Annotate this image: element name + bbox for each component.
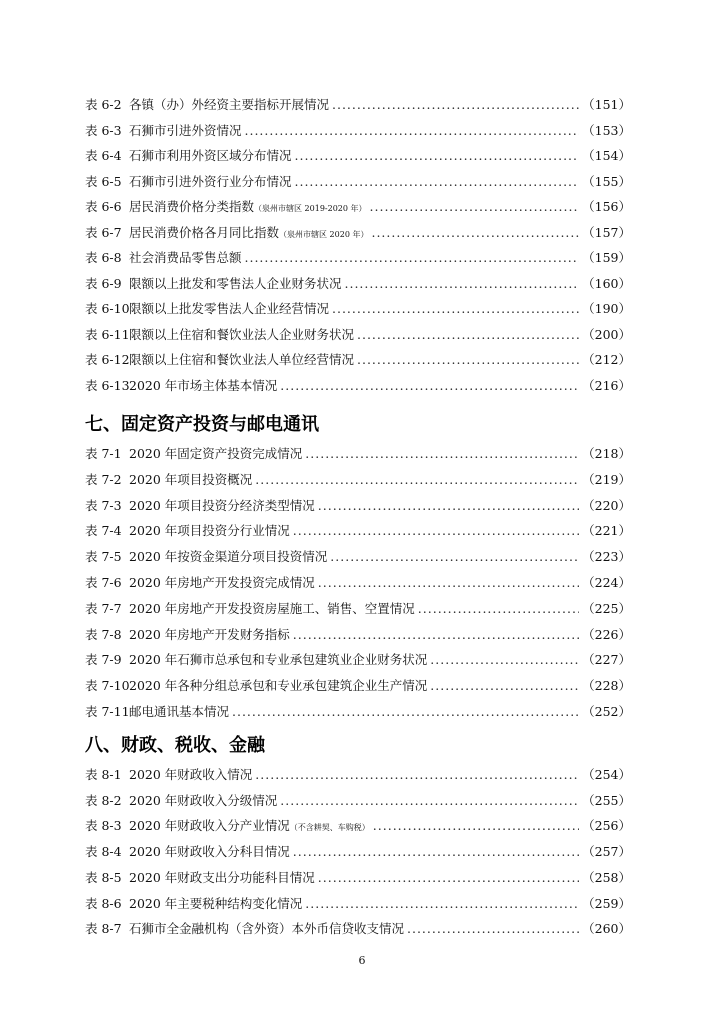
table-title: 2020 年财政收入情况	[129, 767, 253, 782]
table-title: 2020 年房地产开发财务指标	[129, 626, 290, 642]
toc-entry[interactable]	[85, 248, 631, 268]
table-code: 表 7-4	[85, 523, 122, 539]
toc-entry[interactable]	[85, 894, 631, 914]
table-title: 2020 年按资金渠道分项目投资情况	[129, 549, 328, 565]
toc-entry[interactable]	[85, 599, 631, 619]
table-code: 表 6-13	[85, 377, 130, 393]
toc-entry[interactable]	[85, 444, 631, 464]
table-code: 表 7-2	[85, 471, 122, 487]
table-code: 表 6-5	[85, 173, 122, 189]
page-ref: （259）	[582, 895, 631, 911]
table-code: 表 7-10	[85, 678, 130, 694]
page-ref: （156）	[582, 199, 631, 214]
dot-leader	[318, 870, 579, 885]
table-title: 2020 年财政收入分产业情况	[129, 818, 290, 834]
table-code: 表 6-11	[85, 326, 130, 342]
table-note: （泉州市辖区 2020 年）	[279, 229, 369, 239]
page-ref: （157）	[582, 224, 631, 240]
section-heading: 八、财政、税收、金融	[85, 735, 265, 756]
page-ref: （151）	[582, 97, 631, 112]
table-title: 2020 年项目投资分行业情况	[129, 523, 290, 539]
table-code: 表 8-6	[85, 895, 122, 911]
dot-leader	[305, 446, 579, 461]
table-code: 表 6-6	[85, 199, 122, 214]
toc-entry[interactable]	[85, 496, 631, 516]
toc-entry[interactable]	[85, 274, 631, 294]
table-title: 石狮市利用外资区域分布情况	[129, 148, 292, 163]
page-ref: （226）	[582, 626, 631, 642]
dot-leader	[345, 276, 580, 291]
table-title: 2020 年房地产开发投资完成情况	[129, 575, 315, 590]
toc-entry[interactable]	[85, 521, 631, 541]
dot-leader	[430, 678, 579, 693]
table-code: 表 8-2	[85, 792, 122, 808]
table-title: 石狮市全金融机构（含外资）本外币信贷收支情况	[129, 921, 405, 937]
dot-leader	[295, 148, 580, 163]
table-code: 表 6-12	[85, 352, 130, 367]
toc-entry[interactable]	[85, 791, 631, 811]
toc-entry[interactable]	[85, 470, 631, 490]
table-title: 2020 年石狮市总承包和专业承包建筑业企业财务状况	[129, 652, 428, 668]
table-code: 表 7-1	[85, 446, 122, 461]
dot-leader	[371, 225, 579, 240]
page-ref: （224）	[582, 575, 631, 590]
toc-entry[interactable]	[85, 299, 631, 319]
dot-leader	[373, 818, 579, 833]
dot-leader	[332, 97, 579, 112]
table-code: 表 8-4	[85, 844, 122, 860]
page-ref: （219）	[582, 471, 631, 487]
dot-leader	[295, 174, 580, 189]
page-ref: （256）	[582, 818, 631, 834]
table-code: 表 6-2	[85, 97, 122, 112]
table-title: 2020 年项目投资概况	[129, 471, 253, 487]
toc-entry[interactable]	[85, 350, 631, 370]
dot-leader	[293, 523, 579, 538]
table-title: 2020 年市场主体基本情况	[129, 377, 278, 393]
table-code: 表 6-8	[85, 250, 122, 265]
toc-entry[interactable]	[85, 172, 631, 192]
table-code: 表 7-8	[85, 626, 122, 642]
table-title: 居民消费价格各月同比指数	[129, 224, 280, 240]
dot-leader	[430, 652, 579, 667]
page-ref: （225）	[582, 600, 631, 616]
table-title: 2020 年主要税种结构变化情况	[129, 895, 303, 911]
table-code: 表 7-7	[85, 600, 122, 616]
dot-leader	[293, 844, 579, 859]
toc-entry[interactable]	[85, 625, 631, 645]
section-heading: 七、固定资产投资与邮电通讯	[85, 414, 319, 435]
page-ref: （258）	[582, 869, 631, 885]
toc-entry[interactable]	[85, 376, 631, 396]
dot-leader	[418, 601, 579, 616]
dot-leader	[245, 250, 580, 265]
toc-entry[interactable]	[85, 197, 631, 217]
table-code: 表 8-3	[85, 818, 122, 834]
table-title: 邮电通讯基本情况	[129, 704, 230, 719]
page-ref: （200）	[582, 326, 631, 342]
page-ref: （160）	[582, 275, 631, 291]
dot-leader	[280, 378, 579, 393]
toc-entry[interactable]	[85, 765, 631, 785]
toc-entry[interactable]	[85, 676, 631, 696]
toc-entry[interactable]	[85, 95, 631, 115]
toc-entry[interactable]	[85, 146, 631, 166]
page-ref: （218）	[582, 446, 631, 461]
table-title: 2020 年项目投资分经济类型情况	[129, 497, 315, 513]
dot-leader	[255, 767, 579, 782]
table-code: 表 7-9	[85, 652, 122, 668]
dot-leader	[318, 575, 579, 590]
page-ref: （212）	[582, 352, 631, 367]
dot-leader	[232, 704, 579, 719]
table-title: 2020 年各种分组总承包和专业承包建筑企业生产情况	[129, 678, 428, 694]
page-ref: （159）	[582, 250, 631, 265]
dot-leader	[255, 472, 579, 487]
table-title: 限额以上批发和零售法人企业财务状况	[129, 275, 342, 291]
table-title: 社会消费品零售总额	[129, 250, 242, 265]
dot-leader	[407, 921, 579, 936]
table-title: 2020 年房地产开发投资房屋施工、销售、空置情况	[129, 600, 415, 616]
dot-leader	[245, 123, 580, 138]
table-title: 2020 年财政收入分科目情况	[129, 844, 290, 860]
dot-leader	[330, 549, 579, 564]
dot-leader	[357, 352, 579, 367]
page-ref: （221）	[582, 523, 631, 539]
table-code: 表 7-3	[85, 497, 122, 513]
dot-leader	[332, 301, 579, 316]
table-title: 2020 年财政收入分级情况	[129, 792, 278, 808]
toc-entry[interactable]	[85, 650, 631, 670]
page-ref: （252）	[582, 704, 631, 719]
table-code: 表 7-6	[85, 575, 122, 590]
table-note: （泉州市辖区 2019-2020 年）	[254, 204, 367, 213]
page-ref: （257）	[582, 844, 631, 860]
toc-entry[interactable]	[85, 868, 631, 888]
dot-leader	[293, 627, 579, 642]
toc-entry[interactable]	[85, 816, 631, 836]
toc-entry[interactable]	[85, 547, 631, 567]
toc-entry[interactable]	[85, 573, 631, 593]
toc-entry[interactable]	[85, 223, 631, 243]
page-ref: （153）	[582, 122, 631, 138]
table-title: 2020 年财政支出分功能科目情况	[129, 869, 315, 885]
page-ref: （228）	[582, 678, 631, 694]
toc-entry[interactable]	[85, 702, 631, 722]
table-code: 表 7-11	[85, 704, 130, 719]
dot-leader	[305, 896, 579, 911]
toc-entry[interactable]	[85, 919, 631, 939]
table-code: 表 6-9	[85, 275, 122, 291]
table-code: 表 7-5	[85, 549, 122, 565]
table-title: 限额以上住宿和餐饮业法人单位经营情况	[129, 352, 355, 367]
page-ref: （190）	[582, 301, 631, 316]
page-ref: （260）	[582, 921, 631, 937]
table-code: 表 6-3	[85, 122, 122, 138]
page-ref: （254）	[582, 767, 631, 782]
table-title: 限额以上住宿和餐饮业法人企业财务状况	[129, 326, 355, 342]
page-ref: （154）	[582, 148, 631, 163]
table-title: 石狮市引进外资行业分布情况	[129, 173, 292, 189]
table-title: 2020 年固定资产投资完成情况	[129, 446, 303, 461]
table-code: 表 8-5	[85, 869, 122, 885]
page-ref: （223）	[582, 549, 631, 565]
page-ref: （255）	[582, 792, 631, 808]
dot-leader	[280, 793, 579, 808]
table-code: 表 6-4	[85, 148, 122, 163]
table-title: 石狮市引进外资情况	[129, 122, 242, 138]
page-ref: （155）	[582, 173, 631, 189]
toc-entry[interactable]	[85, 325, 631, 345]
dot-leader	[357, 327, 579, 342]
toc-entry[interactable]	[85, 842, 631, 862]
page-ref: （216）	[582, 377, 631, 393]
dot-leader	[370, 199, 580, 214]
page-ref: （220）	[582, 497, 631, 513]
table-code: 表 6-7	[85, 224, 122, 240]
page-ref: （227）	[582, 652, 631, 668]
table-title: 居民消费价格分类指数	[129, 199, 255, 214]
toc-entry[interactable]	[85, 121, 631, 141]
table-code: 表 6-10	[85, 301, 130, 316]
dot-leader	[318, 498, 579, 513]
table-title: 各镇（办）外经资主要指标开展情况	[129, 97, 330, 112]
table-code: 表 8-7	[85, 921, 122, 937]
page-number: 6	[358, 954, 366, 967]
table-code: 表 8-1	[85, 767, 122, 782]
table-title: 限额以上批发零售法人企业经营情况	[129, 301, 330, 316]
table-note: （不含耕契、车购税）	[289, 823, 370, 833]
